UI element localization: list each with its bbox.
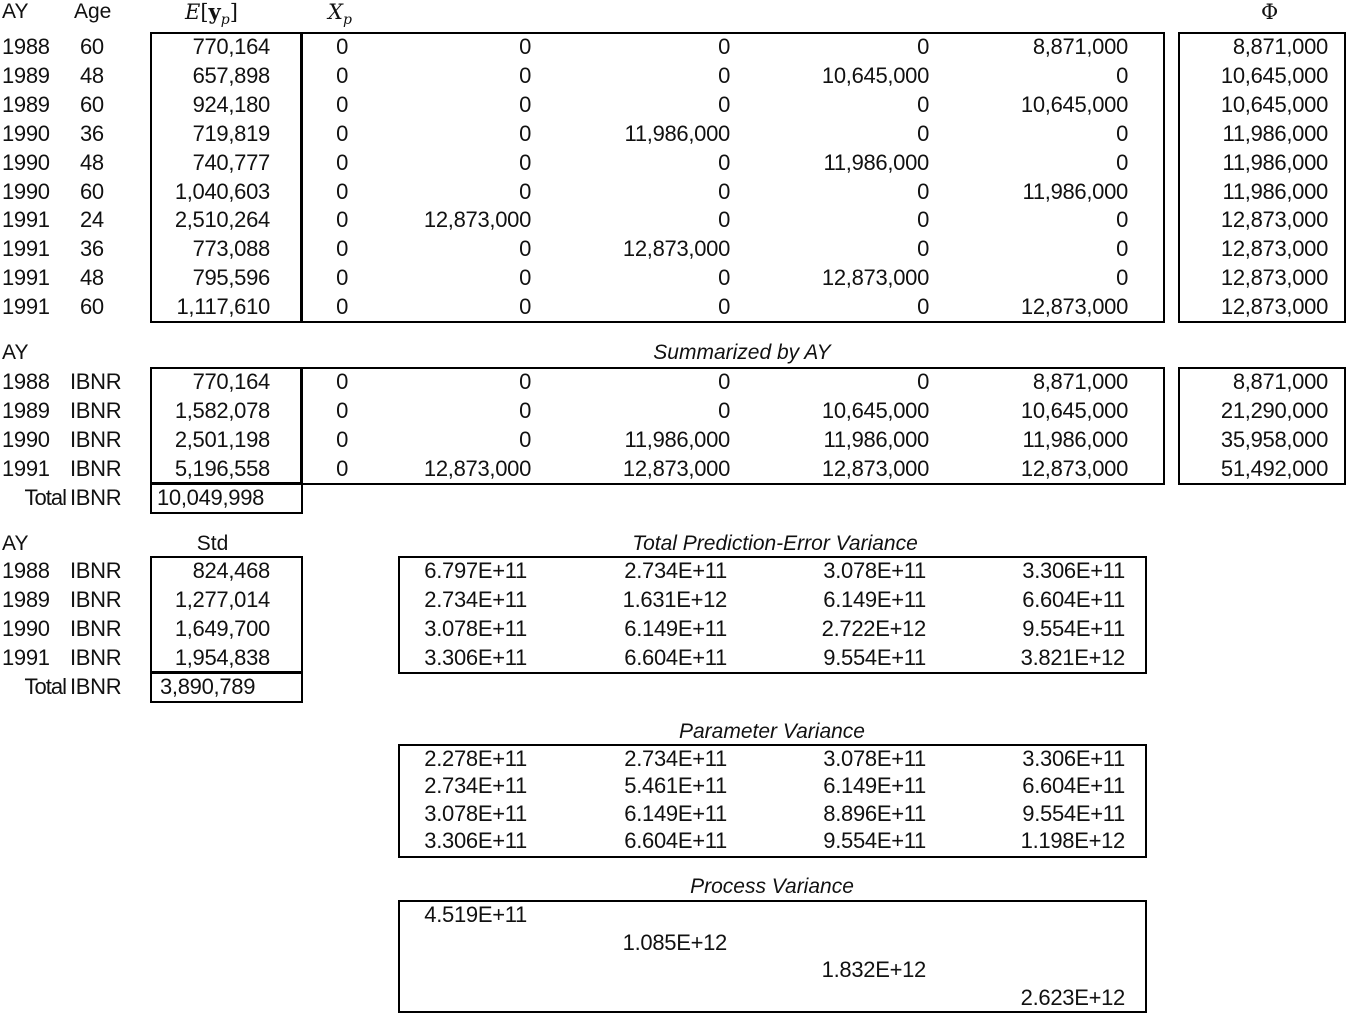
- std-total-value: 3,890,789: [160, 674, 256, 699]
- row-phi: 11,986,000: [1222, 149, 1328, 175]
- summary-row-phi: 35,958,000: [1220, 426, 1328, 452]
- row-x-value: 0: [718, 34, 730, 59]
- std-row-label: IBNR: [70, 644, 122, 670]
- row-x-value: 0: [917, 91, 929, 117]
- summary-row-x-value: 10,645,000: [1020, 397, 1128, 423]
- row-x-value: 0: [917, 120, 929, 146]
- row-x-value: 0: [718, 265, 730, 291]
- row-x-value: 12,873,000: [423, 207, 531, 233]
- row-expected-y: 770,164: [192, 34, 270, 59]
- summary-title: Summarized by AY: [653, 341, 831, 364]
- summary-row-x-value: 11,986,000: [823, 426, 929, 452]
- row-x-value: 0: [917, 294, 929, 320]
- summary-row-x-value: 0: [336, 455, 348, 481]
- matrix-cell: 6.604E+11: [624, 827, 727, 853]
- process-variance-cell: 2.623E+12: [1020, 984, 1125, 1010]
- std-row-label: IBNR: [70, 586, 122, 612]
- matrix-cell: 2.734E+11: [424, 773, 527, 799]
- row-x-value: 0: [718, 149, 730, 175]
- matrix-cell: 6.149E+11: [624, 800, 727, 826]
- row-x-value: 10,645,000: [821, 62, 929, 88]
- row-ay: 1989: [2, 91, 50, 117]
- summary-row-x-value: 8,871,000: [1032, 369, 1128, 394]
- summary-row-label: IBNR: [70, 369, 122, 394]
- header-age: Age: [74, 0, 112, 23]
- row-x-value: 0: [519, 265, 531, 291]
- std-row-value: 1,649,700: [174, 615, 270, 641]
- row-phi: 11,986,000: [1222, 178, 1328, 204]
- row-x-value: 0: [917, 207, 929, 233]
- matrix-cell: 2.734E+11: [624, 558, 727, 583]
- process-variance-cell: 4.519E+11: [424, 902, 527, 927]
- row-age: 48: [80, 149, 104, 175]
- row-x-value: 0: [1116, 236, 1128, 262]
- matrix-cell: 3.306E+11: [1022, 746, 1125, 771]
- matrix-cell: 3.306E+11: [1022, 558, 1125, 583]
- row-expected-y: 657,898: [192, 62, 270, 88]
- matrix-cell: 2.278E+11: [424, 746, 527, 771]
- matrix-cell: 3.078E+11: [823, 746, 926, 771]
- row-age: 36: [80, 120, 104, 146]
- summary-row-expected-y: 770,164: [192, 369, 270, 394]
- row-x-value: 12,873,000: [622, 236, 730, 262]
- row-x-value: 0: [1116, 207, 1128, 233]
- row-age: 60: [80, 91, 104, 117]
- row-x-value: 0: [336, 120, 348, 146]
- matrix-cell: 9.554E+11: [823, 644, 926, 670]
- row-x-value: 0: [519, 62, 531, 88]
- std-row-ay: 1988: [2, 558, 50, 583]
- row-expected-y: 924,180: [192, 91, 270, 117]
- matrix-cell: 6.604E+11: [1022, 773, 1125, 799]
- summary-row-phi: 8,871,000: [1232, 369, 1328, 394]
- std-row-value: 1,954,838: [174, 644, 270, 670]
- row-x-value: 0: [336, 265, 348, 291]
- row-age: 48: [80, 62, 104, 88]
- summary-total-ibnr: IBNR: [70, 485, 122, 510]
- row-x-value: 8,871,000: [1032, 34, 1128, 59]
- row-ay: 1991: [2, 294, 50, 320]
- row-phi: 10,645,000: [1220, 91, 1328, 117]
- summary-row-label: IBNR: [70, 426, 122, 452]
- header-ay: AY: [2, 0, 29, 23]
- summary-ay-header: AY: [2, 341, 29, 364]
- summary-row-x-value: 0: [336, 426, 348, 452]
- parameter-variance-title: Parameter Variance: [679, 720, 865, 743]
- row-x-value: 0: [1116, 62, 1128, 88]
- row-age: 60: [80, 178, 104, 204]
- row-age: 24: [80, 207, 104, 233]
- std-row-value: 824,468: [192, 558, 270, 583]
- row-x-value: 0: [519, 149, 531, 175]
- row-x-value: 0: [917, 34, 929, 59]
- summary-row-x-value: 12,873,000: [1020, 455, 1128, 481]
- header-xp: $X_p$: [328, 0, 352, 29]
- matrix-cell: 6.149E+11: [823, 586, 926, 612]
- std-row-ay: 1989: [2, 586, 50, 612]
- row-ay: 1989: [2, 62, 50, 88]
- summary-row-ay: 1991: [2, 455, 50, 481]
- process-variance-cell: 1.832E+12: [821, 957, 926, 982]
- std-row-value: 1,277,014: [174, 586, 270, 612]
- row-x-value: 0: [336, 34, 348, 59]
- summary-row-label: IBNR: [70, 397, 122, 423]
- matrix-cell: 3.306E+11: [424, 827, 527, 853]
- summary-row-phi: 21,290,000: [1220, 397, 1328, 423]
- summary-row-x-value: 0: [917, 369, 929, 394]
- row-age: 60: [80, 294, 104, 320]
- summary-row-x-value: 0: [336, 397, 348, 423]
- row-x-value: 12,873,000: [821, 265, 929, 291]
- std-row-ay: 1990: [2, 615, 50, 641]
- row-x-value: 11,986,000: [823, 149, 929, 175]
- matrix-cell: 8.896E+11: [823, 800, 926, 826]
- matrix-cell: 1.198E+12: [1020, 827, 1125, 853]
- row-x-value: 0: [336, 236, 348, 262]
- row-x-value: 0: [1116, 265, 1128, 291]
- std-total-label: Total: [24, 674, 66, 699]
- summary-row-x-value: 0: [519, 369, 531, 394]
- row-x-value: 0: [1116, 120, 1128, 146]
- row-x-value: 0: [718, 91, 730, 117]
- row-expected-y: 2,510,264: [174, 207, 270, 233]
- matrix-cell: 3.306E+11: [424, 644, 527, 670]
- row-age: 36: [80, 236, 104, 262]
- row-phi: 11,986,000: [1222, 120, 1328, 146]
- summary-row-x-value: 0: [718, 369, 730, 394]
- row-expected-y: 719,819: [192, 120, 270, 146]
- summary-row-ay: 1990: [2, 426, 50, 452]
- std-ay-header: AY: [2, 532, 29, 555]
- total-pe-variance-title: Total Prediction-Error Variance: [632, 532, 918, 555]
- row-phi: 12,873,000: [1220, 207, 1328, 233]
- row-ay: 1991: [2, 207, 50, 233]
- row-x-value: 0: [336, 178, 348, 204]
- row-phi: 12,873,000: [1220, 236, 1328, 262]
- row-phi: 12,873,000: [1220, 294, 1328, 320]
- row-ay: 1988: [2, 34, 50, 59]
- matrix-cell: 3.821E+12: [1020, 644, 1125, 670]
- row-x-value: 0: [718, 207, 730, 233]
- process-variance-cell: 1.085E+12: [622, 929, 727, 955]
- matrix-cell: 2.722E+12: [821, 615, 926, 641]
- std-row-label: IBNR: [70, 615, 122, 641]
- matrix-cell: 9.554E+11: [1022, 800, 1125, 826]
- row-phi: 8,871,000: [1232, 34, 1328, 59]
- row-x-value: 0: [917, 236, 929, 262]
- summary-row-ay: 1989: [2, 397, 50, 423]
- matrix-cell: 3.078E+11: [424, 615, 527, 641]
- summary-row-x-value: 11,986,000: [1022, 426, 1128, 452]
- summary-row-x-value: 0: [519, 397, 531, 423]
- row-x-value: 0: [519, 294, 531, 320]
- row-x-value: 0: [718, 62, 730, 88]
- matrix-cell: 5.461E+11: [624, 773, 727, 799]
- summary-row-x-value: 11,986,000: [624, 426, 730, 452]
- matrix-cell: 6.604E+11: [1022, 586, 1125, 612]
- row-expected-y: 795,596: [192, 265, 270, 291]
- row-x-value: 11,986,000: [624, 120, 730, 146]
- row-x-value: 11,986,000: [1022, 178, 1128, 204]
- row-ay: 1991: [2, 236, 50, 262]
- header-expected-y: $E[y_p]$: [185, 0, 238, 29]
- row-x-value: 0: [917, 178, 929, 204]
- row-age: 60: [80, 34, 104, 59]
- summary-row-phi: 51,492,000: [1220, 455, 1328, 481]
- summary-row-x-value: 0: [718, 397, 730, 423]
- row-x-value: 0: [718, 178, 730, 204]
- summary-row-expected-y: 1,582,078: [174, 397, 270, 423]
- summary-row-x-value: 0: [519, 426, 531, 452]
- summary-row-x-value: 10,645,000: [821, 397, 929, 423]
- matrix-cell: 6.604E+11: [624, 644, 727, 670]
- row-x-value: 0: [336, 294, 348, 320]
- matrix-cell: 9.554E+11: [1022, 615, 1125, 641]
- std-row-ay: 1991: [2, 644, 50, 670]
- matrix-cell: 1.631E+12: [622, 586, 727, 612]
- row-x-value: 0: [519, 236, 531, 262]
- matrix-cell: 2.734E+11: [624, 746, 727, 771]
- summary-row-x-value: 12,873,000: [821, 455, 929, 481]
- matrix-cell: 3.078E+11: [823, 558, 926, 583]
- row-x-value: 0: [718, 294, 730, 320]
- row-x-value: 0: [336, 62, 348, 88]
- std-header: Std: [196, 532, 229, 555]
- process-variance-title: Process Variance: [690, 875, 854, 898]
- summary-row-expected-y: 5,196,558: [174, 455, 270, 481]
- row-ay: 1991: [2, 265, 50, 291]
- row-x-value: 12,873,000: [1020, 294, 1128, 320]
- row-age: 48: [80, 265, 104, 291]
- row-x-value: 10,645,000: [1020, 91, 1128, 117]
- header-phi: Φ: [1261, 0, 1279, 24]
- summary-total-label: Total: [24, 485, 66, 510]
- row-phi: 10,645,000: [1220, 62, 1328, 88]
- matrix-cell: 3.078E+11: [424, 800, 527, 826]
- row-x-value: 0: [519, 120, 531, 146]
- matrix-cell: 6.797E+11: [424, 558, 527, 583]
- row-phi: 12,873,000: [1220, 265, 1328, 291]
- row-x-value: 0: [519, 91, 531, 117]
- row-x-value: 0: [336, 91, 348, 117]
- matrix-cell: 6.149E+11: [624, 615, 727, 641]
- summary-row-x-value: 12,873,000: [423, 455, 531, 481]
- row-x-value: 0: [336, 207, 348, 233]
- row-expected-y: 740,777: [192, 149, 270, 175]
- row-x-value: 0: [336, 149, 348, 175]
- row-x-value: 0: [519, 178, 531, 204]
- summary-row-ay: 1988: [2, 369, 50, 394]
- row-expected-y: 1,040,603: [174, 178, 270, 204]
- matrix-cell: 6.149E+11: [823, 773, 926, 799]
- summary-row-label: IBNR: [70, 455, 122, 481]
- std-total-ibnr: IBNR: [70, 674, 122, 699]
- matrix-cell: 9.554E+11: [823, 827, 926, 853]
- summary-row-x-value: 0: [336, 369, 348, 394]
- summary-row-x-value: 12,873,000: [622, 455, 730, 481]
- matrix-cell: 2.734E+11: [424, 586, 527, 612]
- row-x-value: 0: [1116, 149, 1128, 175]
- std-row-label: IBNR: [70, 558, 122, 583]
- row-expected-y: 773,088: [192, 236, 270, 262]
- summary-total-value: 10,049,998: [157, 485, 265, 510]
- row-ay: 1990: [2, 120, 50, 146]
- row-ay: 1990: [2, 149, 50, 175]
- row-expected-y: 1,117,610: [176, 294, 270, 320]
- row-x-value: 0: [519, 34, 531, 59]
- row-ay: 1990: [2, 178, 50, 204]
- summary-row-expected-y: 2,501,198: [174, 426, 270, 452]
